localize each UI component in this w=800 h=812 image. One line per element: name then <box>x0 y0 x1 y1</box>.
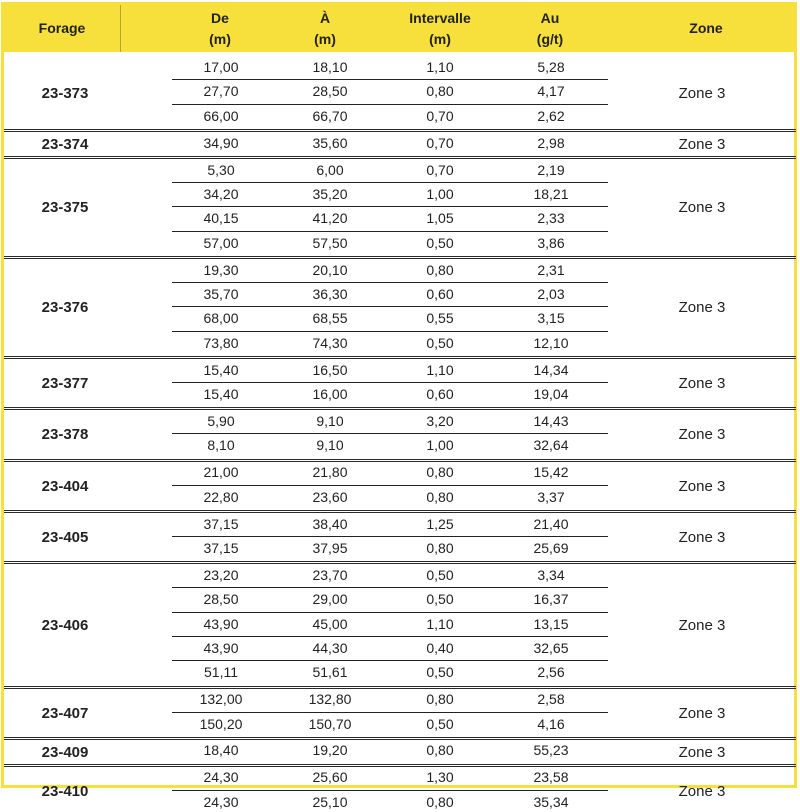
cell-a: 51,61 <box>312 664 348 681</box>
cell-au: 18,21 <box>533 185 569 202</box>
cell-a: 45,00 <box>312 615 348 632</box>
cell-intervalle: 1,05 <box>426 210 454 227</box>
cell-au: 2,56 <box>537 664 565 681</box>
table-header <box>4 5 796 52</box>
zone-label: Zone 3 <box>678 616 726 634</box>
group-divider <box>4 459 796 462</box>
row-divider <box>172 433 608 434</box>
cell-a: 19,20 <box>312 742 348 759</box>
row-divider <box>172 636 608 637</box>
cell-a: 74,30 <box>312 334 348 351</box>
cell-au: 4,17 <box>537 83 565 100</box>
cell-de: 17,00 <box>203 59 239 75</box>
forage-id: 23-376 <box>41 299 89 317</box>
cell-intervalle: 0,80 <box>426 261 454 278</box>
cell-intervalle: 1,00 <box>426 437 454 454</box>
cell-intervalle: 1,10 <box>426 615 454 632</box>
header-au-unit: (g/t) <box>536 31 564 47</box>
cell-intervalle: 1,30 <box>426 769 454 786</box>
cell-de: 15,40 <box>203 385 239 402</box>
cell-au: 23,58 <box>533 769 569 786</box>
row-divider <box>172 712 608 713</box>
header-intervalle: Intervalle <box>409 10 471 26</box>
forage-id: 23-378 <box>41 426 89 444</box>
zone-label: Zone 3 <box>678 477 726 495</box>
group-divider <box>4 561 796 564</box>
cell-intervalle: 1,25 <box>426 515 454 532</box>
row-divider <box>172 660 608 661</box>
cell-a: 16,50 <box>312 361 348 378</box>
header-de: De <box>211 10 229 26</box>
header-au: Au <box>540 10 560 26</box>
cell-intervalle: 0,70 <box>426 134 454 151</box>
cell-au: 32,65 <box>533 639 569 656</box>
forage-id: 23-374 <box>41 135 89 153</box>
cell-a: 20,10 <box>312 261 348 278</box>
group-divider <box>4 129 796 132</box>
cell-de: 35,70 <box>203 285 239 302</box>
cell-a: 132,80 <box>308 691 352 708</box>
cell-de: 132,00 <box>199 691 243 708</box>
cell-intervalle: 1,10 <box>426 361 454 378</box>
cell-de: 43,90 <box>203 639 239 656</box>
forage-id: 23-373 <box>41 84 89 102</box>
cell-intervalle: 0,80 <box>426 539 454 556</box>
cell-de: 24,30 <box>203 793 239 810</box>
cell-au: 13,15 <box>533 615 569 632</box>
cell-au: 2,58 <box>537 691 565 708</box>
cell-au: 3,15 <box>537 310 565 327</box>
cell-au: 35,34 <box>533 793 569 810</box>
cell-au: 2,03 <box>537 285 565 302</box>
cell-a: 6,00 <box>316 161 344 178</box>
cell-intervalle: 0,70 <box>426 107 454 124</box>
cell-de: 34,20 <box>203 185 239 202</box>
cell-a: 38,40 <box>312 515 348 532</box>
row-divider <box>172 331 608 332</box>
cell-a: 150,70 <box>308 715 352 732</box>
forage-id: 23-407 <box>41 704 89 722</box>
row-divider <box>172 206 608 207</box>
cell-de: 34,90 <box>203 134 239 151</box>
group-divider <box>4 156 796 159</box>
cell-intervalle: 1,10 <box>426 59 454 75</box>
forage-id: 23-405 <box>41 528 89 546</box>
cell-de: 37,15 <box>203 515 239 532</box>
zone-label: Zone 3 <box>678 374 726 392</box>
cell-au: 3,37 <box>537 488 565 505</box>
cell-a: 35,20 <box>312 185 348 202</box>
cell-de: 8,10 <box>207 437 235 454</box>
zone-label: Zone 3 <box>678 199 726 217</box>
cell-de: 15,40 <box>203 361 239 378</box>
forage-id: 23-406 <box>41 616 89 634</box>
cell-intervalle: 0,55 <box>426 310 454 327</box>
zone-label: Zone 3 <box>678 84 726 102</box>
zone-label: Zone 3 <box>678 782 726 800</box>
cell-a: 36,30 <box>312 285 348 302</box>
row-divider <box>172 612 608 613</box>
zone-label: Zone 3 <box>678 743 726 761</box>
cell-intervalle: 0,60 <box>426 385 454 402</box>
header-de-unit: (m) <box>209 31 231 47</box>
cell-a: 9,10 <box>316 437 344 454</box>
cell-de: 21,00 <box>203 464 239 481</box>
row-divider <box>172 282 608 283</box>
group-divider <box>4 510 796 513</box>
cell-intervalle: 0,50 <box>426 591 454 608</box>
header-a-unit: (m) <box>314 31 336 47</box>
cell-au: 2,31 <box>537 261 565 278</box>
zone-label: Zone 3 <box>678 528 726 546</box>
cell-au: 12,10 <box>533 334 569 351</box>
cell-a: 68,55 <box>312 310 348 327</box>
cell-de: 66,00 <box>203 107 239 124</box>
row-divider <box>172 231 608 232</box>
cell-de: 40,15 <box>203 210 239 227</box>
cell-au: 14,43 <box>533 412 569 429</box>
cell-a: 35,60 <box>312 134 348 151</box>
cell-au: 3,86 <box>537 234 565 251</box>
forage-id: 23-410 <box>41 782 89 800</box>
cell-a: 57,50 <box>312 234 348 251</box>
cell-de: 18,40 <box>203 742 239 759</box>
row-divider <box>172 79 608 80</box>
group-divider <box>4 686 796 689</box>
cell-de: 22,80 <box>203 488 239 505</box>
cell-au: 15,42 <box>533 464 569 481</box>
forage-id: 23-409 <box>41 743 89 761</box>
cell-de: 57,00 <box>203 234 239 251</box>
cell-au: 14,34 <box>533 361 569 378</box>
cell-intervalle: 0,60 <box>426 285 454 302</box>
cell-au: 55,23 <box>533 742 569 759</box>
cell-de: 28,50 <box>203 591 239 608</box>
cell-a: 23,60 <box>312 488 348 505</box>
cell-a: 37,95 <box>312 539 348 556</box>
cell-de: 24,30 <box>203 769 239 786</box>
cell-a: 23,70 <box>312 566 348 583</box>
cell-a: 18,10 <box>312 59 348 75</box>
cell-a: 28,50 <box>312 83 348 100</box>
row-divider <box>172 485 608 486</box>
forage-id: 23-404 <box>41 477 89 495</box>
cell-au: 4,16 <box>537 715 565 732</box>
header-divider <box>120 5 121 52</box>
cell-intervalle: 0,50 <box>426 664 454 681</box>
row-divider <box>172 382 608 383</box>
cell-a: 16,00 <box>312 385 348 402</box>
cell-au: 2,98 <box>537 134 565 151</box>
cell-de: 43,90 <box>203 615 239 632</box>
cell-au: 2,62 <box>537 107 565 124</box>
cell-intervalle: 0,50 <box>426 715 454 732</box>
cell-de: 150,20 <box>199 715 243 732</box>
header-zone: Zone <box>689 20 723 36</box>
row-divider <box>172 536 608 537</box>
cell-intervalle: 0,80 <box>426 691 454 708</box>
cell-intervalle: 0,50 <box>426 566 454 583</box>
cell-a: 29,00 <box>312 591 348 608</box>
cell-intervalle: 0,80 <box>426 83 454 100</box>
cell-au: 32,64 <box>533 437 569 454</box>
cell-a: 44,30 <box>312 639 348 656</box>
cell-au: 25,69 <box>533 539 569 556</box>
cell-a: 9,10 <box>316 412 344 429</box>
forage-id: 23-375 <box>41 199 89 217</box>
cell-au: 2,19 <box>537 161 565 178</box>
cell-au: 2,33 <box>537 210 565 227</box>
cell-intervalle: 0,50 <box>426 334 454 351</box>
zone-label: Zone 3 <box>678 426 726 444</box>
row-divider <box>172 182 608 183</box>
cell-intervalle: 0,40 <box>426 639 454 656</box>
cell-au: 16,37 <box>533 591 569 608</box>
cell-de: 5,90 <box>207 412 235 429</box>
zone-label: Zone 3 <box>678 704 726 722</box>
cell-de: 27,70 <box>203 83 239 100</box>
group-divider <box>4 256 796 259</box>
cell-intervalle: 0,80 <box>426 488 454 505</box>
cell-de: 23,20 <box>203 566 239 583</box>
cell-a: 66,70 <box>312 107 348 124</box>
cell-intervalle: 3,20 <box>426 412 454 429</box>
cell-intervalle: 0,70 <box>426 161 454 178</box>
cell-de: 19,30 <box>203 261 239 278</box>
group-divider <box>4 356 796 359</box>
cell-intervalle: 0,80 <box>426 742 454 759</box>
cell-au: 5,28 <box>537 59 565 75</box>
group-divider <box>4 764 796 767</box>
cell-intervalle: 0,50 <box>426 234 454 251</box>
group-divider <box>4 407 796 410</box>
cell-au: 21,40 <box>533 515 569 532</box>
row-divider <box>172 104 608 105</box>
cell-de: 37,15 <box>203 539 239 556</box>
cell-au: 3,34 <box>537 566 565 583</box>
cell-a: 41,20 <box>312 210 348 227</box>
cell-a: 25,60 <box>312 769 348 786</box>
cell-au: 19,04 <box>533 385 569 402</box>
header-a: À <box>319 10 331 26</box>
row-divider <box>172 306 608 307</box>
row-divider <box>172 587 608 588</box>
cell-de: 51,11 <box>204 664 238 681</box>
cell-a: 21,80 <box>312 464 348 481</box>
cell-de: 5,30 <box>207 161 235 178</box>
cell-intervalle: 1,00 <box>426 185 454 202</box>
cell-de: 73,80 <box>203 334 239 351</box>
group-divider <box>4 737 796 740</box>
header-intervalle-unit: (m) <box>429 31 451 47</box>
forage-id: 23-377 <box>41 374 89 392</box>
cell-de: 68,00 <box>203 310 239 327</box>
header-forage: Forage <box>38 20 86 36</box>
zone-label: Zone 3 <box>678 135 726 153</box>
zone-label: Zone 3 <box>678 299 726 317</box>
cell-intervalle: 0,80 <box>426 793 454 810</box>
cell-a: 25,10 <box>312 793 348 810</box>
cell-intervalle: 0,80 <box>426 464 454 481</box>
